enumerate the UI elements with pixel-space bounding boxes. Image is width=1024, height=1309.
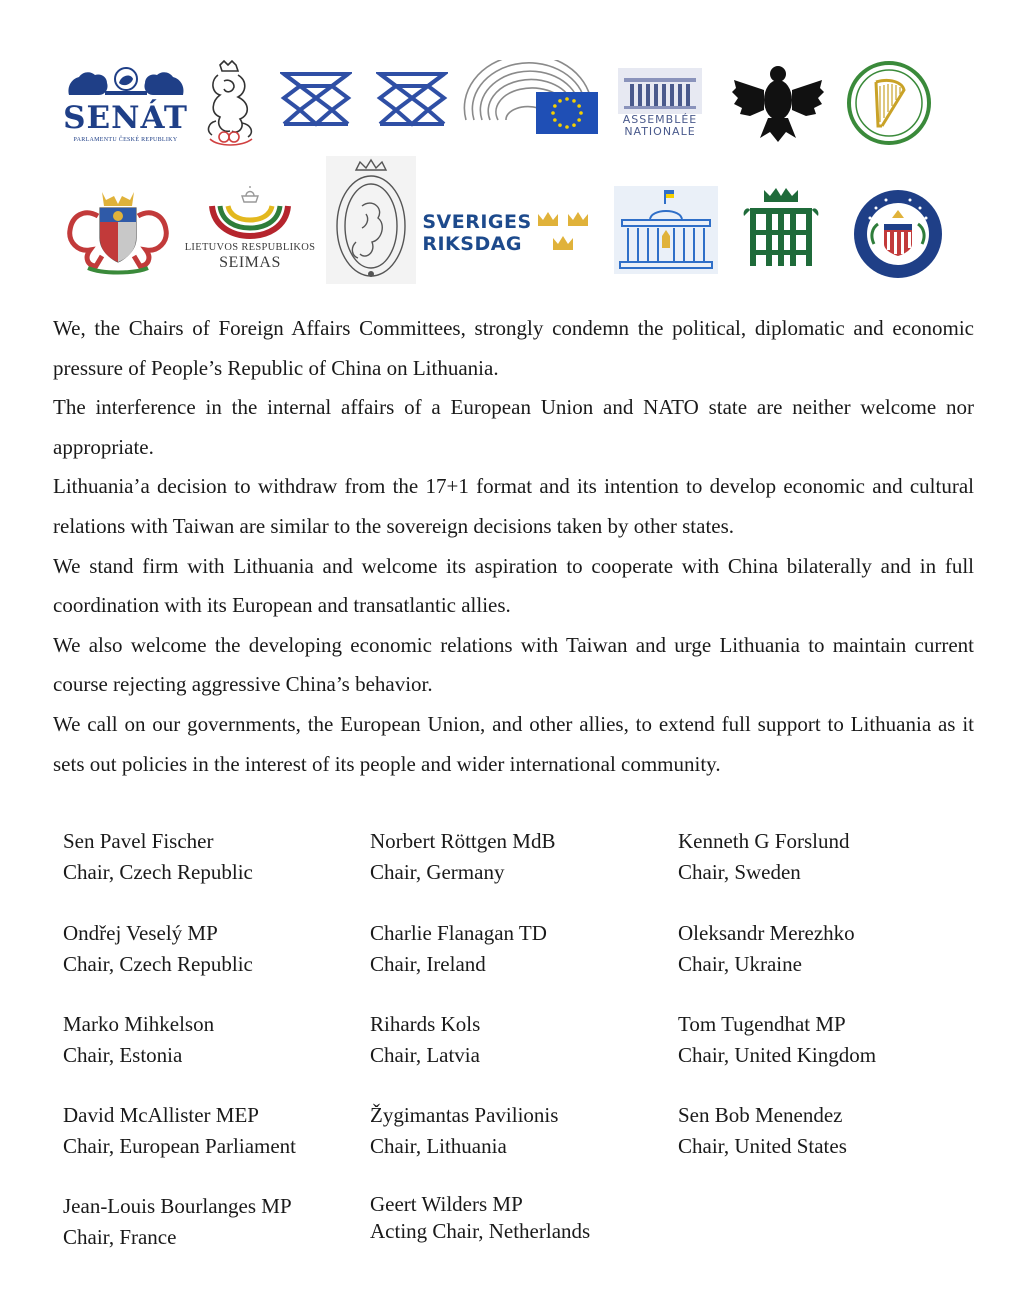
- signatory-name: Jean-Louis Bourlanges MP: [63, 1194, 292, 1218]
- signatory: [63, 1009, 214, 1071]
- seimas-line1: LIETUVOS RESPUBLIKOS: [184, 241, 316, 253]
- signatory-role: Chair, Estonia: [63, 1043, 183, 1067]
- signatory-name: Tom Tugendhat MP: [678, 1012, 846, 1036]
- senat-subtitle: PARLAMENTU ČESKÉ REPUBLIKY: [73, 137, 178, 143]
- signatory-name: Ondřej Veselý MP: [63, 921, 218, 945]
- netherlands-house-seal-icon: [326, 156, 416, 284]
- signatory-role: Chair, Ireland: [370, 952, 486, 976]
- assemblee-line2: NATIONALE: [624, 125, 696, 138]
- eu-star-icon: [572, 99, 576, 103]
- european-parliament-logo: [460, 60, 600, 138]
- statement-paragraph: We also welcome the developing economic relations with Taiwan and urge Lithuania to maintain current course rejecting aggressive China’s behavior.: [53, 632, 974, 697]
- eu-star-icon: [565, 125, 569, 129]
- eu-star-icon: [553, 104, 557, 108]
- assemblee-nationale-icon: [618, 68, 702, 114]
- ireland-parliament-logo: [846, 60, 932, 146]
- czech-chamber-logo: [196, 58, 266, 150]
- czech-senate-lions-icon: [61, 65, 191, 101]
- signatory-role: Chair, Ukraine: [678, 952, 802, 976]
- uk-parliament-logo: [740, 186, 822, 274]
- eu-star-icon: [558, 123, 562, 127]
- assemblee-line1: ASSEMBLÉE: [622, 113, 698, 127]
- estonia-parliament-icon: [376, 68, 448, 130]
- european-parliament-icon: [460, 60, 600, 138]
- signatory-name: Sen Pavel Fischer: [63, 829, 214, 853]
- estonia-parliament-icon: [280, 68, 352, 130]
- statement-paragraph: We stand firm with Lithuania and welcome its aspiration to cooperate with China bilaterally and in full coordination with its European and transatlantic allies.: [53, 553, 974, 618]
- statement-paragraph: We, the Chairs of Foreign Affairs Committees, strongly condemn the political, diplomatic and economic pressure of People’s Republic of China on Lithuania.: [53, 316, 974, 380]
- bundestag-eagle-icon: [730, 60, 826, 144]
- signatory-role: Chair, Lithuania: [370, 1134, 507, 1158]
- uk-portcullis-icon: [740, 186, 822, 274]
- latvia-parliament-logo: [58, 186, 173, 278]
- signatory-name: Rihards Kols: [370, 1012, 481, 1036]
- czech-senate-logo: [58, 58, 193, 150]
- signatory-role: Chair, Sweden: [678, 860, 801, 884]
- signatory-name: Oleksandr Merezhko: [678, 921, 855, 945]
- signatory-role: Chair, Czech Republic: [63, 952, 253, 976]
- seimas-icon: [208, 184, 292, 242]
- us-senate-seal-icon: [852, 188, 944, 280]
- signatory-name: Norbert Röttgen MdB: [370, 829, 556, 853]
- eu-star-icon: [579, 111, 583, 115]
- eu-star-icon: [553, 118, 557, 122]
- signatory: [370, 1100, 558, 1162]
- statement-paragraph: We call on our governments, the European Union, and other allies, to extend full support to Lithuania as it sets out policies in the interest of its people and wider international community.: [53, 711, 974, 776]
- riksdag-line2: RIKSDAG: [422, 233, 523, 255]
- riksdag-crowns-icon: [536, 210, 592, 258]
- riksdag-logo: [424, 206, 590, 262]
- signatory-name: Žygimantas Pavilionis: [370, 1103, 559, 1127]
- signatory: [370, 1191, 590, 1245]
- assemblee-nationale-logo: [618, 64, 702, 142]
- riksdag-line1: SVERIGES: [422, 211, 532, 234]
- senat-title: SENÁT: [63, 100, 188, 136]
- signatory: [370, 826, 555, 888]
- us-senate-logo: [852, 188, 944, 280]
- signatory-name: Geert Wilders MP: [370, 1192, 523, 1216]
- signatory-role: Chair, France: [63, 1225, 177, 1249]
- ukraine-rada-logo: [614, 186, 718, 274]
- signatory: [63, 918, 253, 980]
- signatory-role: Chair, United Kingdom: [678, 1043, 877, 1067]
- signatory: [678, 1009, 876, 1071]
- eu-star-icon: [558, 99, 562, 103]
- latvia-coat-of-arms-icon: [58, 186, 173, 278]
- signatory-name: Charlie Flanagan TD: [370, 921, 547, 945]
- statement-paragraph: The interference in the internal affairs of a European Union and NATO state are neither welcome nor appropriate.: [53, 395, 974, 459]
- ireland-harp-icon: [846, 60, 932, 146]
- signatory: [63, 1191, 292, 1253]
- statement-paragraph: Lithuania’a decision to withdraw from the 17+1 format and its intention to develop economic and cultural relations with Taiwan are similar to the sovereign decisions taken by other states.: [53, 474, 974, 538]
- eu-star-icon: [565, 97, 569, 101]
- signatory-name: Kenneth G Forslund: [678, 829, 850, 853]
- ukraine-rada-icon: [614, 186, 718, 274]
- signatory: [63, 1100, 296, 1162]
- seimas-line2: SEIMAS: [219, 253, 281, 271]
- signatory: [678, 918, 855, 980]
- eu-star-icon: [572, 123, 576, 127]
- signatory-role: Chair, Czech Republic: [63, 860, 253, 884]
- bundestag-logo: [730, 60, 826, 144]
- czech-lion-icon: [198, 59, 264, 149]
- signatory: [370, 918, 547, 980]
- signatory: [370, 1009, 480, 1071]
- signatory: [678, 1100, 847, 1162]
- signatory: [678, 826, 850, 888]
- signatory-name: Marko Mihkelson: [63, 1012, 215, 1036]
- netherlands-house-logo: [326, 156, 416, 284]
- statement-body: [53, 309, 974, 784]
- signatory-name: David McAllister MEP: [63, 1103, 259, 1127]
- signatory-role: Acting Chair, Netherlands: [370, 1219, 591, 1243]
- estonia-parliament-logo-2: [376, 68, 448, 130]
- eu-star-icon: [551, 111, 555, 115]
- signatory-role: Chair, United States: [678, 1134, 847, 1158]
- seimas-logo: [182, 178, 318, 278]
- signatory: [63, 826, 253, 888]
- estonia-parliament-logo: [280, 68, 352, 130]
- eu-star-icon: [577, 118, 581, 122]
- signatory-role: Chair, Latvia: [370, 1043, 480, 1067]
- eu-star-icon: [577, 104, 581, 108]
- signatory-role: Chair, European Parliament: [63, 1134, 296, 1158]
- signatory-role: Chair, Germany: [370, 860, 505, 884]
- signatory-name: Sen Bob Menendez: [678, 1103, 843, 1127]
